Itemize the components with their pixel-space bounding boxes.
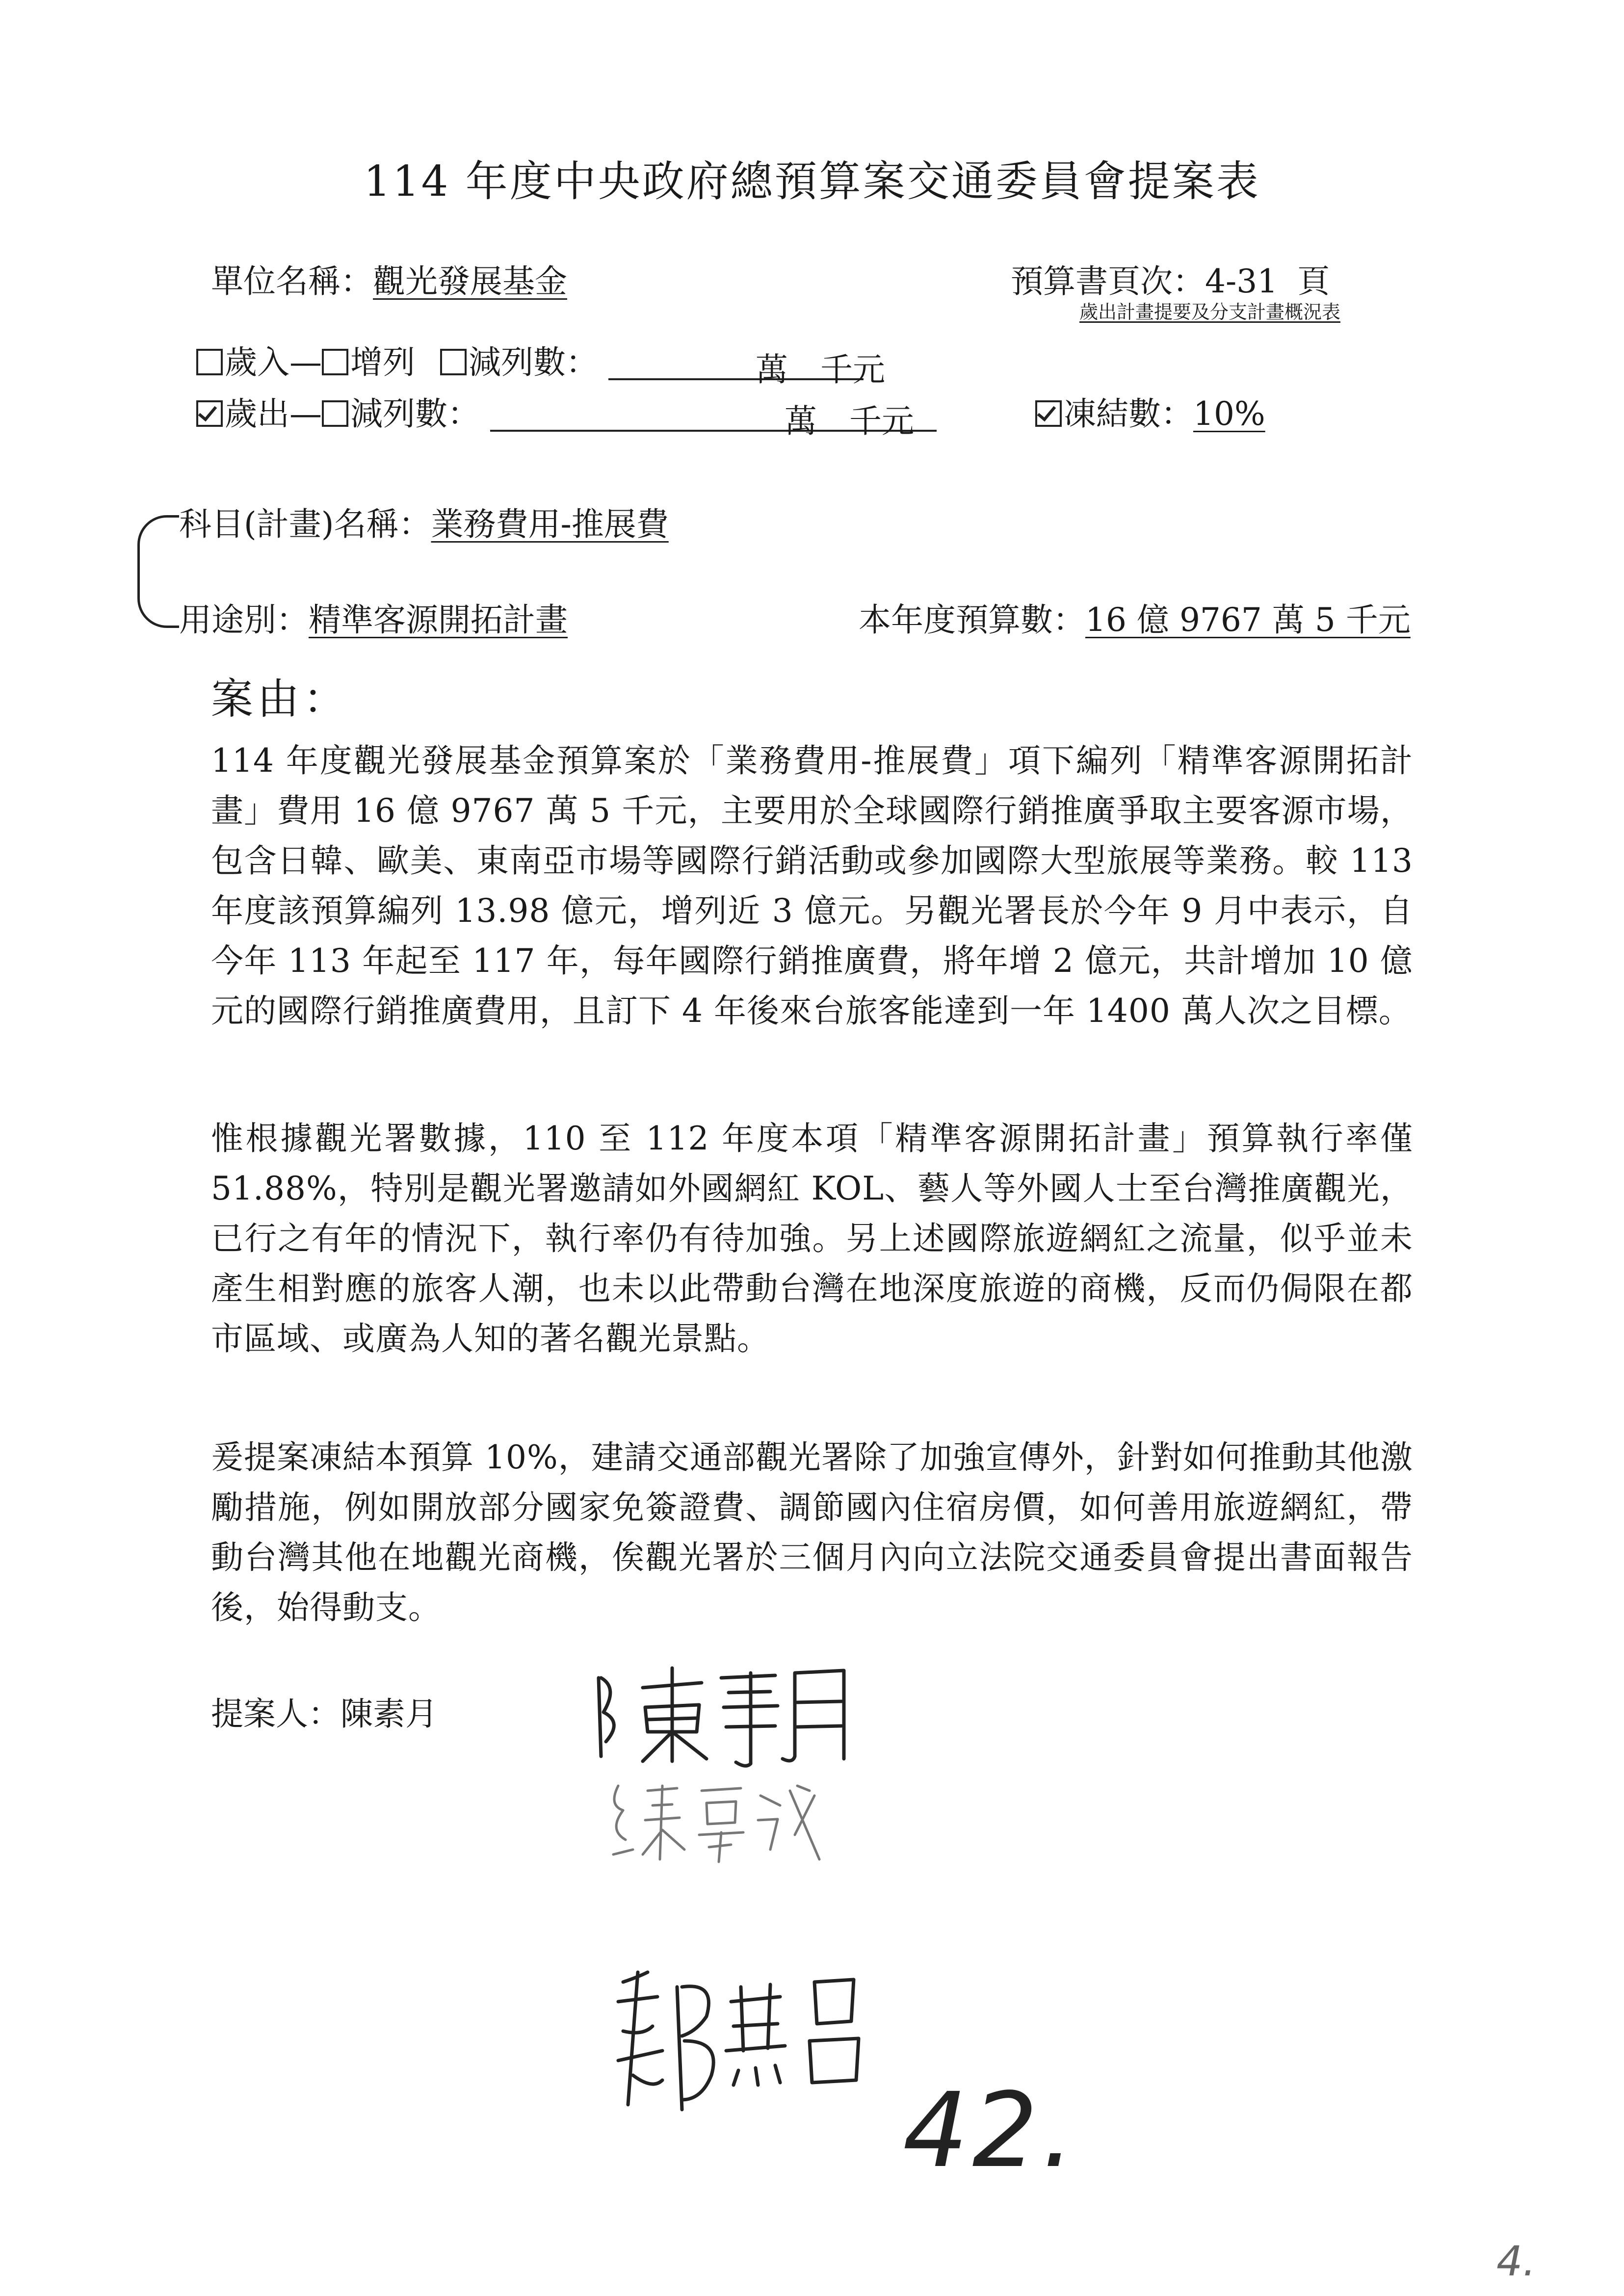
revenue-checkbox[interactable] xyxy=(196,349,223,375)
budget-page-value: 4-31 xyxy=(1205,262,1278,300)
expenditure-decrease-checkbox[interactable] xyxy=(322,400,348,427)
usage-field xyxy=(179,594,568,640)
expenditure-decrease-label: 減列數： xyxy=(350,395,480,433)
signature-2 xyxy=(603,1776,829,1869)
revenue-units: 萬 千元 xyxy=(755,351,885,389)
freeze-label: 凍結數： xyxy=(1064,395,1193,433)
handwritten-number: 42. xyxy=(903,2070,1078,2191)
revenue-increase-label: 增列 xyxy=(350,343,415,381)
signature-3 xyxy=(608,1957,883,2119)
reason-paragraph-3: 爰提案凍結本預算 10%，建請交通部觀光署除了加強宣傳外，針對如何推動其他激勵措施，例如開放部分國家免簽證費、調節國內住宿房價，如何善用旅遊網紅，帶動台灣其他在地觀光商機，俟觀光署於三個月內向立法院交通委員會提出書面報告後，始得動支。 xyxy=(211,1438,1413,1626)
expenditure-checkbox[interactable] xyxy=(196,400,223,427)
budget-page-unit: 頁 xyxy=(1297,262,1330,300)
budget-page-label: 預算書頁次： xyxy=(1011,262,1205,300)
usage-label: 用途別： xyxy=(179,601,309,639)
page-number: 4. xyxy=(1496,2237,1536,2285)
subject-bracket xyxy=(137,515,179,628)
subject-label: 科目(計畫)名稱： xyxy=(179,505,431,543)
reason-paragraph-2: 惟根據觀光署數據，110 至 112 年度本項「精準客源開拓計畫」預算執行率僅 51.88%，特別是觀光署邀請如外國網紅 KOL、藝人等外國人士至台灣推廣觀光，已行之有年的情況下，執行率仍有待加強。另上述國際旅遊網紅之流量，似乎並未產生相對應的旅客人潮，也未以此帶動台灣在地深度旅遊的商機，反而仍侷限在都市區域、或廣為人知的著名觀光景點。 xyxy=(211,1120,1413,1357)
signature-1 xyxy=(589,1658,864,1771)
budget-page-field xyxy=(1011,255,1330,302)
budget-page-note: 歲出計畫提要及分支計畫概況表 xyxy=(1079,301,1341,323)
annual-budget-label: 本年度預算數： xyxy=(859,601,1085,639)
revenue-increase-checkbox[interactable] xyxy=(322,349,348,375)
subject-field xyxy=(179,498,669,545)
revenue-decrease-checkbox[interactable] xyxy=(440,349,467,375)
revenue-decrease-label: 減列數： xyxy=(468,343,598,381)
expenditure-line xyxy=(196,388,942,440)
revenue-line xyxy=(196,336,885,389)
revenue-label: 歲入— xyxy=(225,343,322,381)
page-title: 114 年度中央政府總預算案交通委員會提案表 xyxy=(364,157,1260,206)
freeze-field xyxy=(1035,388,1265,434)
proposer-field xyxy=(211,1688,438,1734)
unit-field xyxy=(211,255,567,302)
proposer-label: 提案人： xyxy=(211,1695,341,1733)
unit-label: 單位名稱： xyxy=(211,262,373,300)
expenditure-units: 萬 千元 xyxy=(784,402,914,440)
subject-value: 業務費用-推展費 xyxy=(431,505,669,543)
freeze-value: 10% xyxy=(1193,395,1265,433)
reason-paragraph-1: 114 年度觀光發展基金預算案於「業務費用-推展費」項下編列「精準客源開拓計畫」費用 16 億 9767 萬 5 千元，主要用於全球國際行銷推廣爭取主要客源市場，包含日韓、歐美、東南亞市場等國際行銷活動或參加國際大型旅展等業務。較 113 年度該預算編列 13.98 億元，增列近 3 億元。另觀光署長於今年 9 月中表示，自今年 113 年起至 117 年，每年國際行銷推廣費，將年增 2 億元，共計增加 10 億元的國際行銷推廣費用，且訂下 4 年後來台旅客能達到一年 1400 萬人次之目標。 xyxy=(211,742,1413,1030)
expenditure-label: 歲出— xyxy=(225,395,322,433)
reason-label: 案由： xyxy=(211,675,349,724)
annual-budget-value: 16 億 9767 萬 5 千元 xyxy=(1085,601,1411,639)
proposer-name: 陳素月 xyxy=(341,1695,438,1733)
freeze-checkbox[interactable] xyxy=(1035,400,1062,427)
usage-value: 精準客源開拓計畫 xyxy=(309,601,568,639)
annual-budget-field xyxy=(859,594,1411,640)
unit-value: 觀光發展基金 xyxy=(373,262,567,300)
